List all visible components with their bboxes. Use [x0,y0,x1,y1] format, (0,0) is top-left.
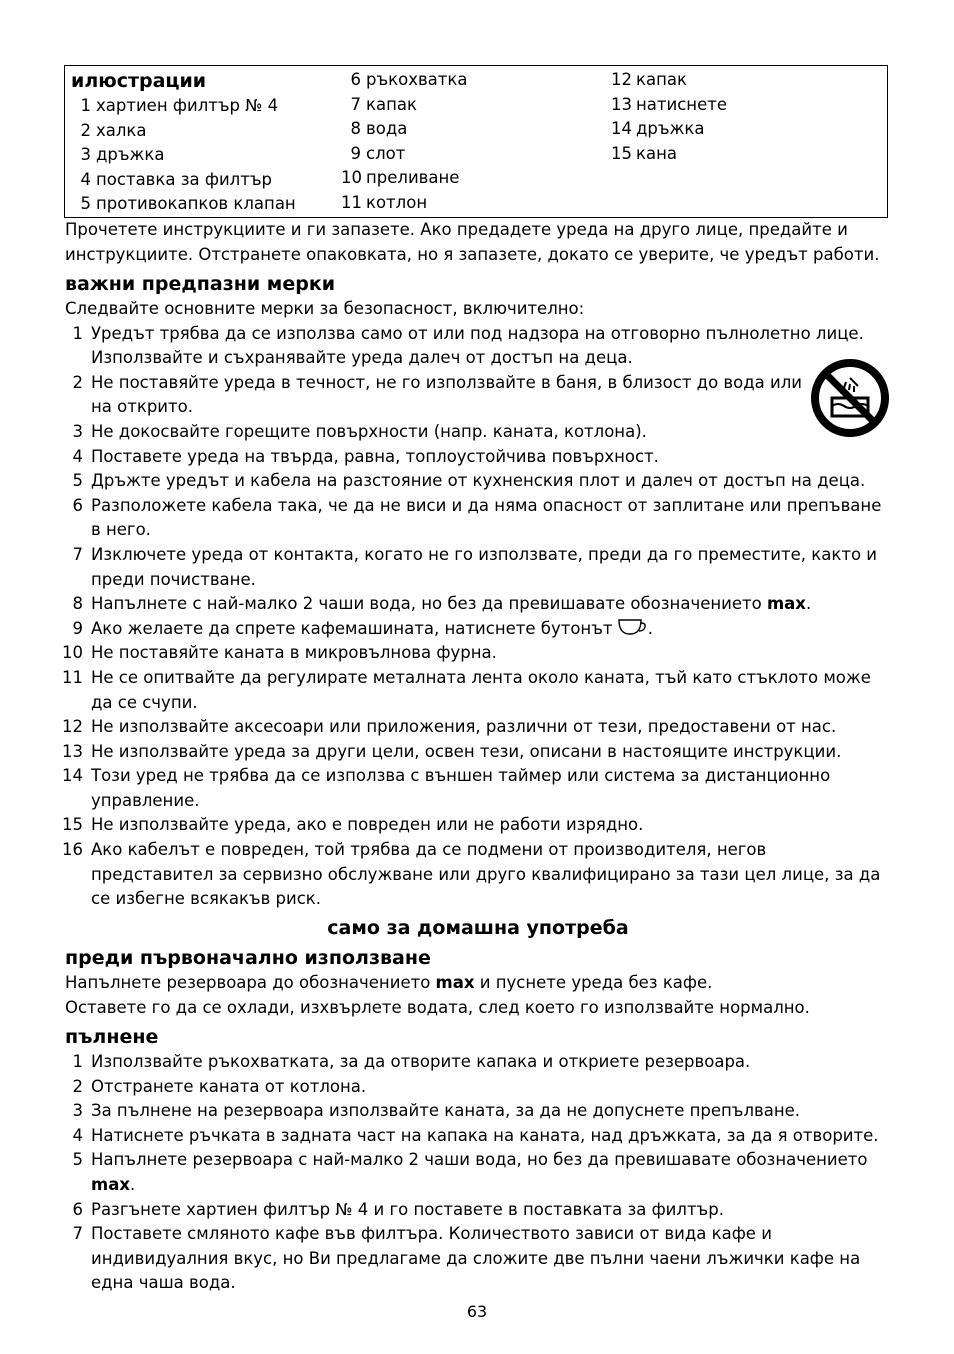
safety-heading: важни предпазни мерки [65,273,336,295]
list-item-text: Разгънете хартиен филтър № 4 и го поставете в поставката за филтър. [91,1199,724,1219]
illustration-item [611,68,727,93]
illustration-number: 10 [341,168,362,188]
illustration-item [71,168,296,193]
list-item-suffix: . [647,618,653,638]
list-item [62,838,891,912]
list-item-number: 1 [72,1052,83,1071]
illustration-number: 11 [341,192,362,212]
illustration-number: 1 [80,96,91,115]
household-use-heading: само за домашна употреба [327,917,629,939]
illustration-label: слот [366,143,406,163]
illustration-label: котлон [366,192,428,212]
list-item [65,1124,891,1149]
list-item-text: Използвайте ръкохватката, за да отворите капака и откриете резервоара. [91,1052,751,1071]
illustration-number: 15 [611,143,632,163]
list-item [65,543,891,592]
illustration-item [341,117,467,142]
list-item-suffix: . [129,1174,136,1194]
list-item-number: 3 [72,421,83,441]
filling-section [65,1024,891,1296]
list-item-text: Поставете уреда на твърда, равна, топлоустойчива повърхност. [91,446,659,466]
list-item-text: Уредът трябва да се използва само от или под надзора на отговорно пълнолетно лице. Използвайте и съхранявайте уреда далеч от достъп на деца. [91,323,864,368]
list-item-text: Натиснете ръчката в задната част на капака на каната, над дръжката, за да я отворите. [91,1125,879,1145]
list-item [65,494,891,543]
illustration-label: поставка за филтър [96,169,272,189]
list-item-number: 7 [72,544,83,564]
illustration-number: 12 [611,70,632,89]
list-item-bold: max [91,1174,130,1194]
first-use-line-2: Оставете го да се охлади, изхвърлете водата, след което го използвайте нормално. [65,997,810,1017]
list-item-number: 16 [62,840,83,860]
no-bathroom-water-icon [810,358,890,438]
list-item-bold: max [766,594,806,614]
list-item-text: Не поставяйте уреда в течност, не го използвайте в баня, в близост до вода или на открито. [91,372,803,417]
list-item-text: Ако кабелът е повреден, той трябва да се подмени от производителя, негов представител за сервизно обслужване или друго квалифицирано за тази цел лице, за да се избегне всякакъв риск. [91,840,881,909]
list-item [62,666,891,715]
illustration-item [341,68,467,93]
list-item-number: 8 [72,594,83,614]
list-item [65,1198,891,1223]
illustrations-box [64,65,888,218]
list-item-number: 5 [72,1150,83,1170]
list-item-number: 13 [62,741,83,761]
illustration-number: 6 [350,70,361,89]
illustration-label: дръжка [636,119,705,139]
illustrations-col-1 [71,68,296,217]
list-item-number: 14 [62,766,83,786]
list-item-number: 11 [62,667,83,687]
list-item [65,469,891,494]
list-item-text: Не използвайте аксесоари или приложения, различни от тези, предоставени от нас. [91,717,837,737]
list-item-text: За пълнене на резервоара използвайте каната, за да не допуснете препълване. [91,1101,801,1121]
illustration-number: 14 [611,119,632,139]
illustration-number: 4 [80,169,91,189]
illustration-item [71,192,296,217]
list-item [65,1050,891,1075]
illustration-item [611,117,727,142]
list-item [65,617,891,642]
filling-list [65,1050,891,1296]
illustration-item [341,166,467,191]
illustration-label: ръкохватка [366,70,468,89]
illustration-number: 2 [80,120,91,140]
illustration-number: 7 [350,94,361,114]
list-item-number: 2 [72,372,83,392]
list-item-number: 4 [72,1125,83,1145]
intro-paragraph: Прочетете инструкциите и ги запазете. Ако предадете уреда на друго лице, предайте и инструкциите. Отстранете опаковката, но я запазете, докато се уверите, че уредът работи. [65,220,880,264]
list-item-number: 15 [62,815,83,835]
list-item [62,740,891,765]
list-item-text: Поставете смляното кафе във филтъра. Количеството зависи от вида кафе и индивидуалния вкус, но Ви предлагаме да сложите две пълни чаени лъжички кафе на една чаша вода. [91,1224,861,1293]
list-item-suffix: . [805,594,812,614]
list-item [62,641,891,666]
illustration-label: дръжка [96,145,165,165]
list-item [65,1075,891,1100]
list-item-text: Изключете уреда от контакта, когато не го използвате, преди да го преместите, както и преди почистване. [91,544,878,589]
first-use-line-1 [65,971,891,996]
list-item-number: 4 [72,446,83,466]
list-item-number: 12 [62,717,83,737]
safety-lead: Следвайте основните мерки за безопасност, включително: [65,299,585,318]
illustration-item [341,191,467,216]
list-item-number: 6 [72,495,83,515]
illustrations-col-3 [611,68,727,166]
list-item-text: Не поставяйте каната в микровълнова фурна. [91,643,497,663]
list-item-text: Не използвайте уреда за други цели, освен тези, описани в настоящите инструкции. [91,741,842,761]
illustration-number: 13 [611,94,632,114]
page-number: 63 [466,1302,488,1321]
list-item [65,592,891,617]
illustration-item [611,142,727,167]
list-item-text: Този уред не трябва да се използва с външен таймер или система за дистанционно управление. [91,766,831,810]
illustration-number: 9 [350,143,361,163]
safety-section [62,271,891,912]
illustration-label: натиснете [636,94,728,114]
illustration-number: 5 [80,194,91,214]
list-item-text: Напълнете с най-малко 2 чаши вода, но без да превишавате обозначението [91,594,767,614]
first-use-line-1-post: и пуснете уреда без кафе. [474,973,713,992]
illustration-label: хартиен филтър № 4 [96,96,279,115]
list-item-text: Не докосвайте горещите повърхности (напр. каната, котлона). [91,421,647,441]
illustration-label: преливане [366,168,460,188]
list-item [65,371,891,420]
illustration-label: халка [96,120,147,140]
list-item [65,420,891,445]
list-item-text: Дръжте уредът и кабела на разстояние от кухненския плот и далеч от достъп на деца. [91,471,866,491]
list-item-text: Разположете кабела така, че да не виси и да няма опасност от заплитане или препъване в него. [91,495,882,540]
list-item-number: 10 [62,643,83,663]
cup-button-icon [618,618,648,636]
list-item [65,1222,891,1296]
illustration-item [611,93,727,118]
illustration-label: кана [636,143,677,163]
list-item-number: 3 [72,1101,83,1121]
list-item-text: Напълнете резервоара с най-малко 2 чаши вода, но без да превишавате обозначението [91,1150,868,1170]
illustration-label: капак [366,94,417,114]
list-item-number: 2 [72,1076,83,1096]
list-item [62,764,891,813]
illustration-label: вода [366,119,408,139]
illustration-item [71,143,296,168]
first-use-line-1-bold: max [435,973,475,992]
list-item-text: Отстранете каната от котлона. [91,1076,367,1096]
list-item [62,813,891,838]
list-item [65,1099,891,1124]
illustration-label: противокапков клапан [96,194,296,214]
list-item [65,322,891,371]
list-item-number: 6 [72,1199,83,1219]
filling-heading: пълнене [65,1026,159,1048]
illustration-item [71,119,296,144]
first-use-line-1-pre: Напълнете резервоара до обозначението [65,973,436,992]
list-item-number: 5 [72,471,83,491]
list-item-text: Ако желаете да спрете кафемашината, натиснете бутонът [91,618,618,638]
illustration-item [341,142,467,167]
illustrations-col-2 [341,68,467,216]
first-use-section [65,945,891,1020]
illustration-number: 3 [80,145,91,165]
list-item-number: 9 [72,618,83,638]
illustration-item [341,93,467,118]
list-item-text: Не използвайте уреда, ако е повреден или не работи изрядно. [91,815,644,835]
illustration-number: 8 [350,119,361,139]
safety-list [62,322,891,912]
list-item [65,1148,891,1197]
illustration-item [71,94,296,119]
list-item-number: 7 [72,1224,83,1244]
first-use-heading: преди първоначално използване [65,947,431,969]
illustration-label: капак [636,70,687,89]
list-item-text: Не се опитвайте да регулирате металната лента около каната, тъй като стъклото може да се счупи. [91,667,871,712]
list-item [65,445,891,470]
illustrations-title: илюстрации [71,70,207,92]
list-item [62,715,891,740]
list-item-number: 1 [72,323,83,343]
